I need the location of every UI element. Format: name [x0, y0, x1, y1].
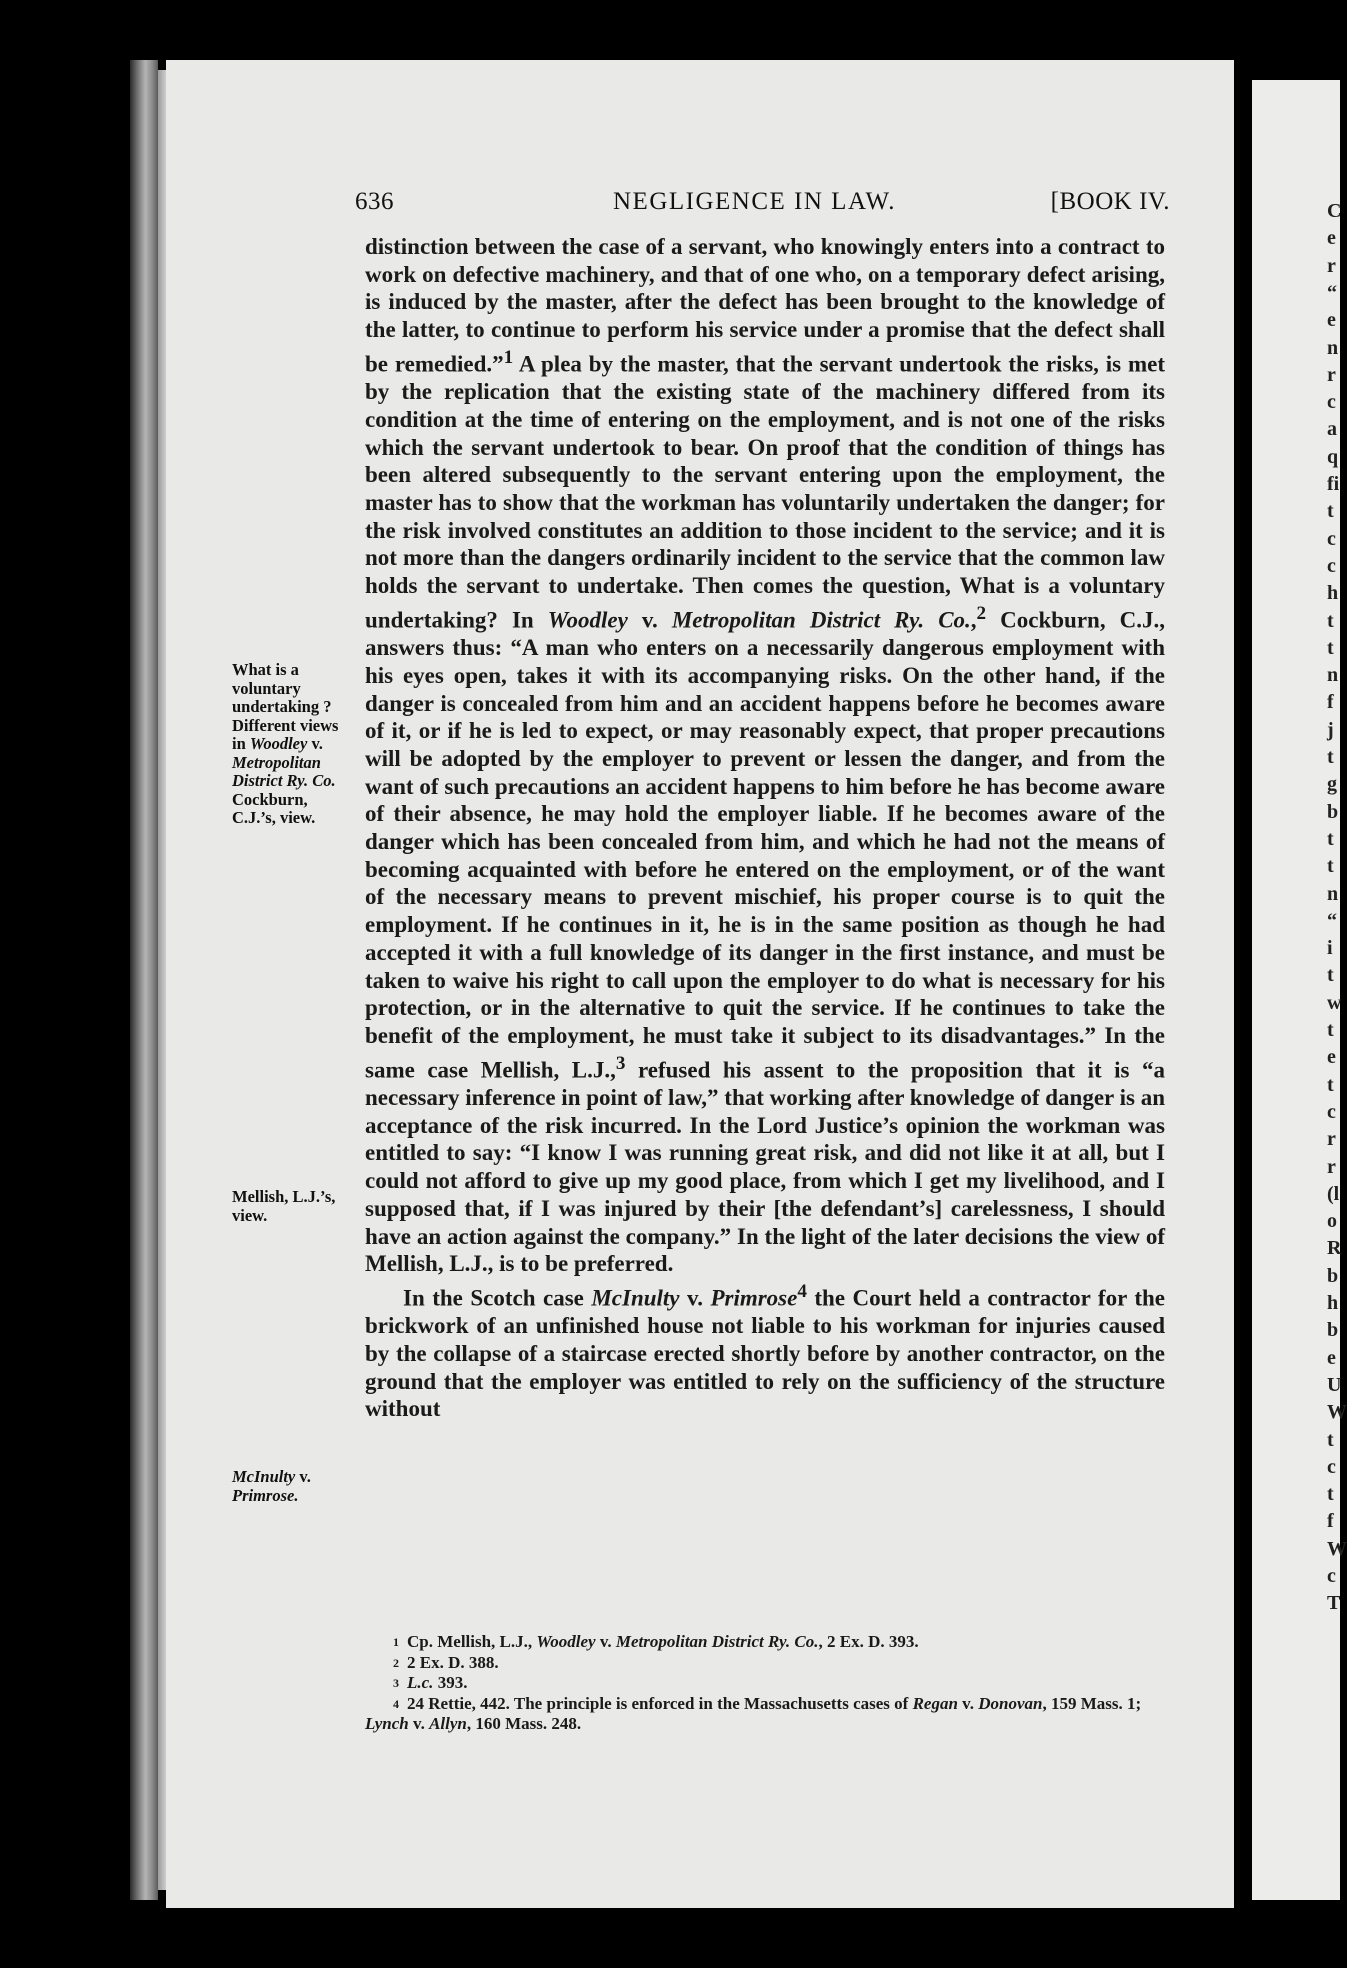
facing-fragment: r: [1327, 363, 1336, 386]
facing-fragment: “: [1327, 909, 1337, 932]
footnote-4: 4 24 Rettie, 442. The principle is enforced in the Massachusetts cases of Regan v. Donovan, 159 Mass. 1; Lynch v. Allyn, 160 Mass. 248.: [365, 1693, 1142, 1733]
facing-fragment: w: [1327, 991, 1342, 1014]
facing-fragment: c: [1327, 1455, 1336, 1478]
facing-fragment: n: [1327, 664, 1339, 687]
facing-fragment: h: [1327, 1292, 1339, 1314]
facing-fragment: t: [1327, 636, 1334, 659]
facing-fragment: (l: [1327, 1182, 1340, 1205]
facing-fragment: C: [1327, 200, 1342, 222]
facing-fragment: t: [1327, 500, 1334, 523]
facing-fragment: U: [1327, 1373, 1342, 1396]
facing-fragment: r: [1327, 1128, 1336, 1151]
facing-fragment: r: [1327, 254, 1336, 277]
book-label: [BOOK IV.: [1050, 188, 1170, 215]
facing-fragment: t: [1327, 855, 1334, 878]
facing-fragment: r: [1327, 1155, 1336, 1178]
facing-fragment: T: [1327, 1592, 1341, 1615]
footnote-3: 3 L.c. 393.: [393, 1673, 468, 1692]
facing-fragment: c: [1327, 391, 1336, 414]
facing-fragment: t: [1327, 1073, 1334, 1096]
facing-fragment: t: [1327, 609, 1334, 632]
facing-fragment: R: [1327, 1237, 1342, 1260]
paragraph-2: In the Scotch case McInulty v. Primrose$^4$ the Court held a contractor for the brickwork of an unfinished house not liable to his workman for injuries caused by the collapse of a staircase erected shortly before by another contractor, on the ground that the employer was entitled to rely on the sufficiency of the structure without: [365, 1280, 1165, 1422]
facing-fragment: j: [1327, 718, 1334, 741]
margin-note-mellish-view: Mellish, L.J.’s, view.: [232, 1187, 336, 1225]
page-title: NEGLIGENCE IN LAW.: [613, 188, 897, 215]
facing-fragment: W: [1327, 1401, 1347, 1424]
facing-fragment: t: [1327, 746, 1334, 768]
facing-fragment: b: [1327, 800, 1339, 823]
running-head: [355, 188, 1170, 224]
facing-fragment: t: [1327, 964, 1334, 987]
main-text: [365, 233, 1165, 1423]
footnote-1: 1 Cp. Mellish, L.J., Woodley v. Metropolitan District Ry. Co., 2 Ex. D. 393.: [393, 1632, 919, 1651]
facing-fragment: t: [1327, 1483, 1334, 1506]
facing-fragment: e: [1327, 309, 1336, 332]
facing-page-edge: [1252, 80, 1347, 1900]
facing-fragment: h: [1327, 582, 1339, 605]
facing-fragment: t: [1327, 1428, 1334, 1451]
facing-fragment: q: [1327, 445, 1339, 468]
facing-fragment: “: [1327, 281, 1337, 304]
margin-note-mcinulty-primrose: McInulty v. Primrose.: [232, 1467, 311, 1505]
facing-fragment: c: [1327, 554, 1336, 577]
facing-fragment: n: [1327, 336, 1339, 359]
facing-fragment: f: [1327, 691, 1334, 714]
facing-fragment: o: [1327, 1210, 1337, 1233]
facing-fragment: e: [1327, 1046, 1336, 1069]
facing-fragment: i: [1327, 937, 1333, 960]
facing-fragment: c: [1327, 1565, 1336, 1587]
facing-fragment: b: [1327, 1264, 1339, 1287]
facing-fragment: f: [1327, 1510, 1334, 1533]
footnote-2: 2 2 Ex. D. 388.: [393, 1652, 499, 1672]
facing-fragment: g: [1327, 773, 1337, 796]
facing-fragment: b: [1327, 1319, 1339, 1342]
margin-note-voluntary-undertaking: What is a voluntary undertaking ? Different views in Woodley v. Metropolitan District Ry. Co. Cockburn, C.J.’s, view.: [232, 660, 339, 827]
facing-fragment: n: [1327, 882, 1339, 905]
page-number: 636: [355, 188, 394, 215]
facing-fragment: c: [1327, 527, 1336, 550]
facing-fragment: a: [1327, 418, 1337, 441]
book-binding-shadow: [130, 60, 158, 1900]
paragraph-1: distinction between the case of a servant, who knowingly enters into a contract to work on defective machinery, and that of one who, on a temporary defect arising, is induced by the master, after the defect has been brought to the knowledge of the latter, to continue to perform his service under a promise that the defect shall be remedied.”$^1$ A plea by the master, that the servant undertook the risks, is met by the replication that the existing state of the machinery differed from its condition at the time of entering on the employment, and is not one of the risks which the servant undertook to bear. On proof that the condition of things has been altered subsequently to the servant entering upon the employment, the master has to show that the workman has voluntarily undertaken the danger; for the risk involved constitutes an addition to those incident to the service; and it is not more than the dangers ordinarily incident to the service that the common law holds the servant to undertake. Then comes the question, What is a voluntary undertaking? In Woodley v. Metropolitan District Ry. Co.,$^2$ Cockburn, C.J., answers thus: “A man who enters on a necessarily dangerous employment with his eyes open, takes it with its accompanying risks. On the other hand, if the danger is concealed from him and an accident happens before he becomes aware of it, or if he is led to expect, or may reasonably expect, that proper precautions will be adopted by the employer to prevent or lessen the danger, and from the want of such precautions an accident happens to him before he has become aware of their absence, he may hold the employer liable. If he becomes aware of the danger which has been concealed from him, and which he had not the means of becoming acquainted with before he entered on the employment, or of the want of the necessary means to prevent mischief, his proper course is to quit the employment. If he continues in it, he is in the same position as though he had accepted it with a full knowledge of its danger in the first instance, and must be taken to waive his right to call upon the employer to do what is necessary for his protection, or in the alternative to quit the service. If he continues to take the benefit of the employment, he must take it subject to its disadvantages.” In the same case Mellish, L.J.,$^3$ refused his assent to the proposition that it is “a necessary inference in point of law,” that working after knowledge of danger is an acceptance of the risk incurred. In the Lord Justice’s opinion the workman was entitled to say: “I know I was running great risk, and did not like it at all, but I could not afford to give up my good place, from which I get my livelihood, and I supposed that, if I was injured by their [the defendant’s] carelessness, I should have an action against the company.” In the light of the later decisions the view of Mellish, L.J., is to be preferred.: [365, 234, 1165, 1277]
facing-fragment: c: [1327, 1100, 1336, 1123]
facing-fragment: t: [1327, 1019, 1334, 1041]
facing-fragment: fi: [1327, 473, 1340, 495]
facing-fragment: W: [1327, 1537, 1347, 1560]
facing-fragment: t: [1327, 827, 1334, 850]
footnotes: [365, 1632, 1170, 1735]
facing-fragment: e: [1327, 227, 1336, 250]
facing-fragment: e: [1327, 1346, 1336, 1369]
